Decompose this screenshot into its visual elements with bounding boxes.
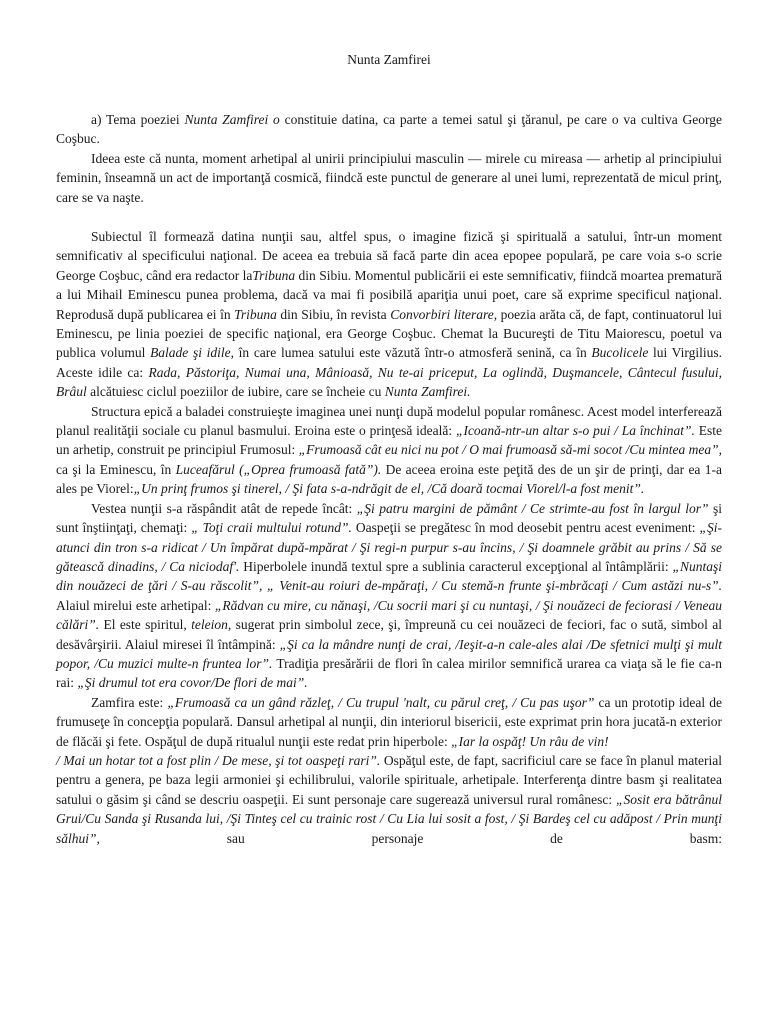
text-run: Structura epică a baladei construieşte imaginea unei nunţi după modelul popular românesc. Acest model interferează planul realităţii sociale cu planul basmului. Eroina este o prinţesă ideală: bbox=[56, 403, 722, 439]
italic-run: Bucolicele bbox=[591, 345, 649, 361]
italic-run: Nunta Zamfirei o bbox=[184, 112, 280, 127]
paragraph-structure bbox=[56, 402, 722, 499]
italic-run: „Sosit era bătrânul Grui/Cu Sanda şi Rusanda lui, /Şi Tinteş cel cu trainic rost / Cu Lia lui sosit a fost, / Şi Bardeş cel cu adăpost / Prin munţi sălhui”, bbox=[56, 791, 722, 846]
italic-run: „Şi-atunci din tron s-a ridicat / Un împărat după-mpărat / Şi regi-n purpur s-au încins, / Şi doamnele grăbit au prins / Să se gătească dinadins, / Ca niciodaf'. bbox=[56, 520, 723, 574]
paragraph-feast bbox=[56, 751, 722, 848]
text-run: constituie datina, ca parte a temei satul şi ţăranul, pe care o va cultiva George Coşbuc. bbox=[56, 112, 722, 147]
italic-run: „Frumoasă ca un gând răzleţ, / Cu trupul 'nalt, cu părul creţ, / Cu pas uşor” bbox=[167, 694, 595, 710]
text-run: ca un prototip ideal de frumuseţe în concepţia populară. Dansul arhetipal al nunţii, din interiorul bisericii, este exprimat prin hora jucată-n exterior de flăcăi şi fete. Ospăţul de după ritualul nunţii este redat prin hiperbole: bbox=[56, 694, 722, 749]
italic-run: Nunta Zamfirei. bbox=[384, 384, 471, 400]
paragraph-subject bbox=[56, 227, 722, 402]
italic-run: „Şi drumul tot era covor/De flori de mai”. bbox=[77, 675, 308, 691]
italic-run: „Icoană-ntr-un altar s-o pui / La închinat”. bbox=[455, 423, 695, 439]
text-run: Vestea nunţii s-a răspândit atât de repede încât: bbox=[91, 500, 357, 516]
italic-run: Tribuna bbox=[252, 267, 296, 283]
text-run: şi sunt înştiinţaţi, chemaţi: bbox=[56, 500, 722, 536]
italic-run: „Nuntaşi din nouăzeci de ţări / S-au răscolit”, „ Venit-au roiuri de-mpăraţi, / Cu stemă-n frunte şi-mbrăcaţi / Cum astăzi nu-s”. bbox=[56, 558, 722, 594]
text-run: Oaspeţii se pregătesc în mod deosebit pentru acest eveniment: bbox=[351, 520, 700, 536]
italic-run: „ Toţi craii multului rotund”. bbox=[191, 520, 352, 536]
italic-run: Rada, Păstoriţa, Numai una, Mânioasă, Nu te-ai priceput, La oglindă, Duşmancele, Cântecul fusului, Brâul bbox=[56, 364, 722, 400]
italic-run: Balade şi idile, bbox=[150, 345, 234, 361]
italic-run: Tribuna bbox=[234, 306, 277, 322]
text-run: Hiperbolele inundă textul spre a sublinia caracterul excepţional al întâmplării: bbox=[239, 558, 673, 574]
text-run: El este spiritul, bbox=[99, 617, 192, 633]
text-run: a) Tema poeziei bbox=[91, 112, 185, 127]
italic-run: / Mai un hotar tot a fost plin / De mese, şi tot oaspeţi rari”. bbox=[56, 752, 381, 768]
text-run: De aceea eroina este peţită des de un şir de prinţi, dar ea 1-a ales pe Viorel: bbox=[56, 461, 723, 497]
text-run: Este un arhetip, construit pe principiul Frumosul: bbox=[56, 423, 722, 458]
text-run: sugerat prin simbolul zece, şi, împreună cu cei nouăzeci de feciori, fac o sută, simbol al desăvârşirii. Alaiul miresei îl întâmpină: bbox=[56, 617, 722, 652]
paragraph-theme bbox=[56, 110, 722, 149]
paragraph-idea bbox=[56, 149, 722, 207]
text-run: poezia arăta că, de fapt, continuatorul lui Eminescu, pe linia poeziei de specific naţional, era George Coşbuc. Chemat la Bucureşti de Titu Maiorescu, poetul va publica volumul bbox=[56, 306, 722, 361]
document-title: Nunta Zamfirei bbox=[347, 52, 431, 67]
text-run: Alaiul mirelui este arhetipal: bbox=[56, 597, 215, 613]
italic-run: „Şi patru margini de pământ / Ce strimte-au fost în largul lor” bbox=[356, 500, 709, 516]
text-run: alcătuiesc ciclul poeziilor de iubire, care se încheie cu bbox=[86, 384, 385, 400]
italic-run: „Şi ca la mândre nunţi de crai, /Ieşit-a-n cale-ales alai /De sfetnici mulţi şi mult popor, /Cu muzici multe-n fruntea lor”. bbox=[56, 636, 722, 671]
text-run: lui Virgilius. Aceste idile ca: bbox=[56, 345, 722, 380]
italic-run: Luceafărul („Oprea frumoasă fată”). bbox=[175, 461, 382, 477]
text-run: sau personaje de basm: bbox=[99, 830, 722, 846]
italic-run: Convorbiri literare, bbox=[390, 306, 498, 322]
italic-run: „Un prinţ frumos şi tinerel, / Şi fata s-a-ndrăgit de el, /Că doară tocmai Viorel/l-a fost menit”. bbox=[133, 481, 645, 497]
italic-run: „Rădvan cu mire, cu nănaşi, /Cu socrii mari şi cu nuntaşi, / Şi nouăzeci de feciorasi / Veneau călări”. bbox=[56, 597, 722, 633]
paragraph-news bbox=[56, 499, 722, 693]
text-run: ca şi la Eminescu, în bbox=[56, 461, 176, 477]
text-run: Subiectul îl formează datina nunţii sau, altfel spus, o imagine fizică şi spirituală a satului, într-un moment semnificativ al specificului naţional. De aceea ea trebuia să facă parte din acea epopee populară, pe care voia s-o scrie George Coşbuc, când era redactor la bbox=[56, 229, 722, 283]
text-run: Tradiţia presărării de flori în calea mirilor semnifică urarea ca viaţa să le fie ca-n rai: bbox=[56, 655, 722, 691]
italic-run: „Iar la ospăţ! Un râu de vin! bbox=[451, 733, 609, 749]
paragraph-zamfira bbox=[56, 693, 722, 751]
text-run: Ideea este că nunta, moment arhetipal al unirii principiului masculin — mirele cu mireasa — arhetip al principiului feminin, înseamnă un act de importanţă cosmică, fiindcă este punctul de generare al unei lumi, reprezentată de micul prinţ, care se va naşte. bbox=[56, 150, 722, 205]
section-body bbox=[56, 227, 722, 848]
text-run: din Sibiu. Momentul publicării ei este semnificativ, fiindcă moartea prematură a lui Mihail Eminescu punea problema, dacă va mai fi posibilă apariţia unui poet, care să exprime specificul naţional. Reprodusă după publicarea ei în bbox=[56, 267, 722, 322]
text-run: Zamfira este: bbox=[91, 694, 168, 710]
italic-run: „Frumoasă cât eu nici nu pot / O mai frumoasă să-mi socot /Cu mintea mea”, bbox=[298, 442, 722, 458]
italic-run: teleion, bbox=[191, 617, 232, 633]
text-run: în care lumea satului este văzută într-o atmosferă senină, ca în bbox=[234, 345, 592, 361]
text-run: Ospăţul este, de fapt, sacrificiul care se face în planul material pentru a genera, pe baza legii armoniei şi echilibrului, valorile spirituale, arhetipale. Interferenţa dintre basm şi realitatea satului o găsim şi când se descriu oaspeţii. Ei sunt personaje care sugerează universul rural românesc: bbox=[56, 752, 722, 807]
text-run: din Sibiu, în revista bbox=[276, 306, 391, 322]
section-intro bbox=[56, 110, 722, 207]
